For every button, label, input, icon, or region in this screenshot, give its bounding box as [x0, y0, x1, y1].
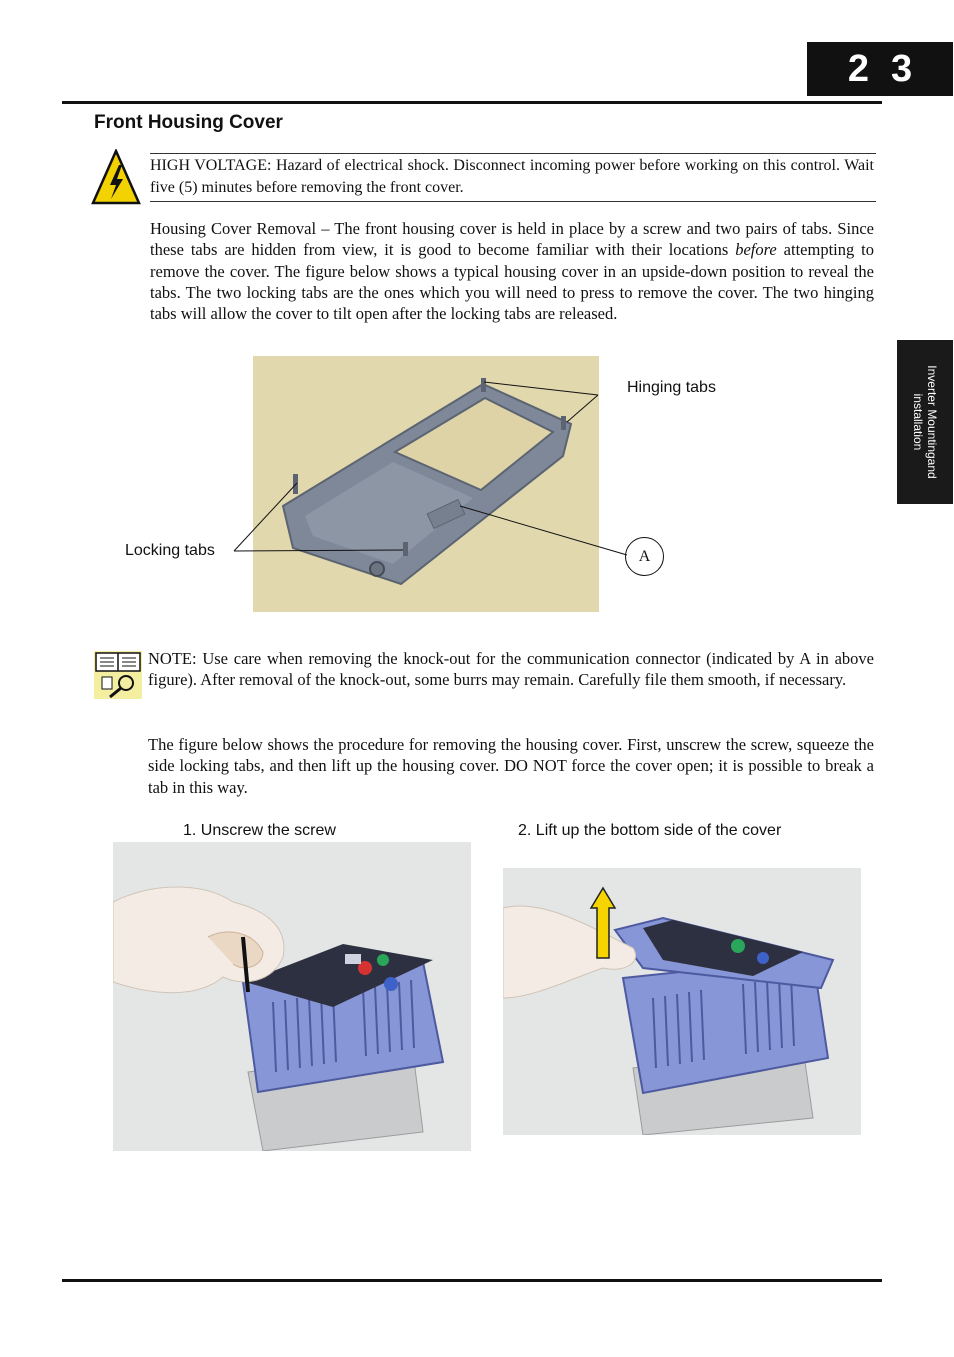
- step-2-caption: 2. Lift up the bottom side of the cover: [518, 822, 782, 839]
- removal-text-1: The front housing cover is held in place by a screw and two pairs of tabs. Since these tabs are hidden from view, it is good to become familiar with their locations: [150, 219, 874, 260]
- lift-cover-photo: [503, 868, 861, 1135]
- unscrew-screw-photo: [113, 842, 471, 1151]
- warning-label: HIGH VOLTAGE:: [150, 157, 272, 174]
- note-text: Use care when removing the knock-out for the communication connector (indicated by A in above figure). After removal of the knock-out, some burrs may remain. Carefully file them smooth, if necessary.: [148, 649, 874, 690]
- locking-tabs-label: Locking tabs: [125, 542, 215, 559]
- note-paragraph: [148, 648, 874, 691]
- chapter-number: 2: [847, 48, 891, 90]
- page-number: 3: [891, 48, 935, 90]
- side-tab-line-1: Inverter Mountingand: [925, 365, 939, 479]
- bottom-rule: [62, 1279, 882, 1282]
- removal-label: Housing Cover Removal –: [150, 219, 330, 238]
- note-label: NOTE:: [148, 649, 197, 668]
- note-book-icon: [94, 651, 142, 699]
- section-title: Front Housing Cover: [94, 112, 283, 133]
- callout-a: A: [625, 537, 664, 576]
- warning-body: Hazard of electrical shock. Disconnect incoming power before working on this control. Wait five (5) minutes before removing the front cover.: [150, 157, 875, 196]
- side-tab-line-2: installation: [911, 393, 925, 451]
- removal-emphasis: before: [735, 240, 777, 260]
- removal-text-2: attempting to remove the cover. The figure below shows a typical housing cover in an upside-down position to reveal the tabs. The two locking tabs are the ones which you will need to press to remove the cover. The two hinging tabs will allow the cover to tilt open after the locking tabs are released.: [150, 240, 874, 324]
- hinging-tabs-label: Hinging tabs: [627, 379, 716, 396]
- procedure-paragraph: The figure below shows the procedure for removing the housing cover. First, unscrew the screw, squeeze the side locking tabs, and then lift up the housing cover. DO NOT force the cover open; it is possible to break a tab in this way.: [148, 735, 874, 797]
- step-1-caption: 1. Unscrew the screw: [183, 822, 336, 839]
